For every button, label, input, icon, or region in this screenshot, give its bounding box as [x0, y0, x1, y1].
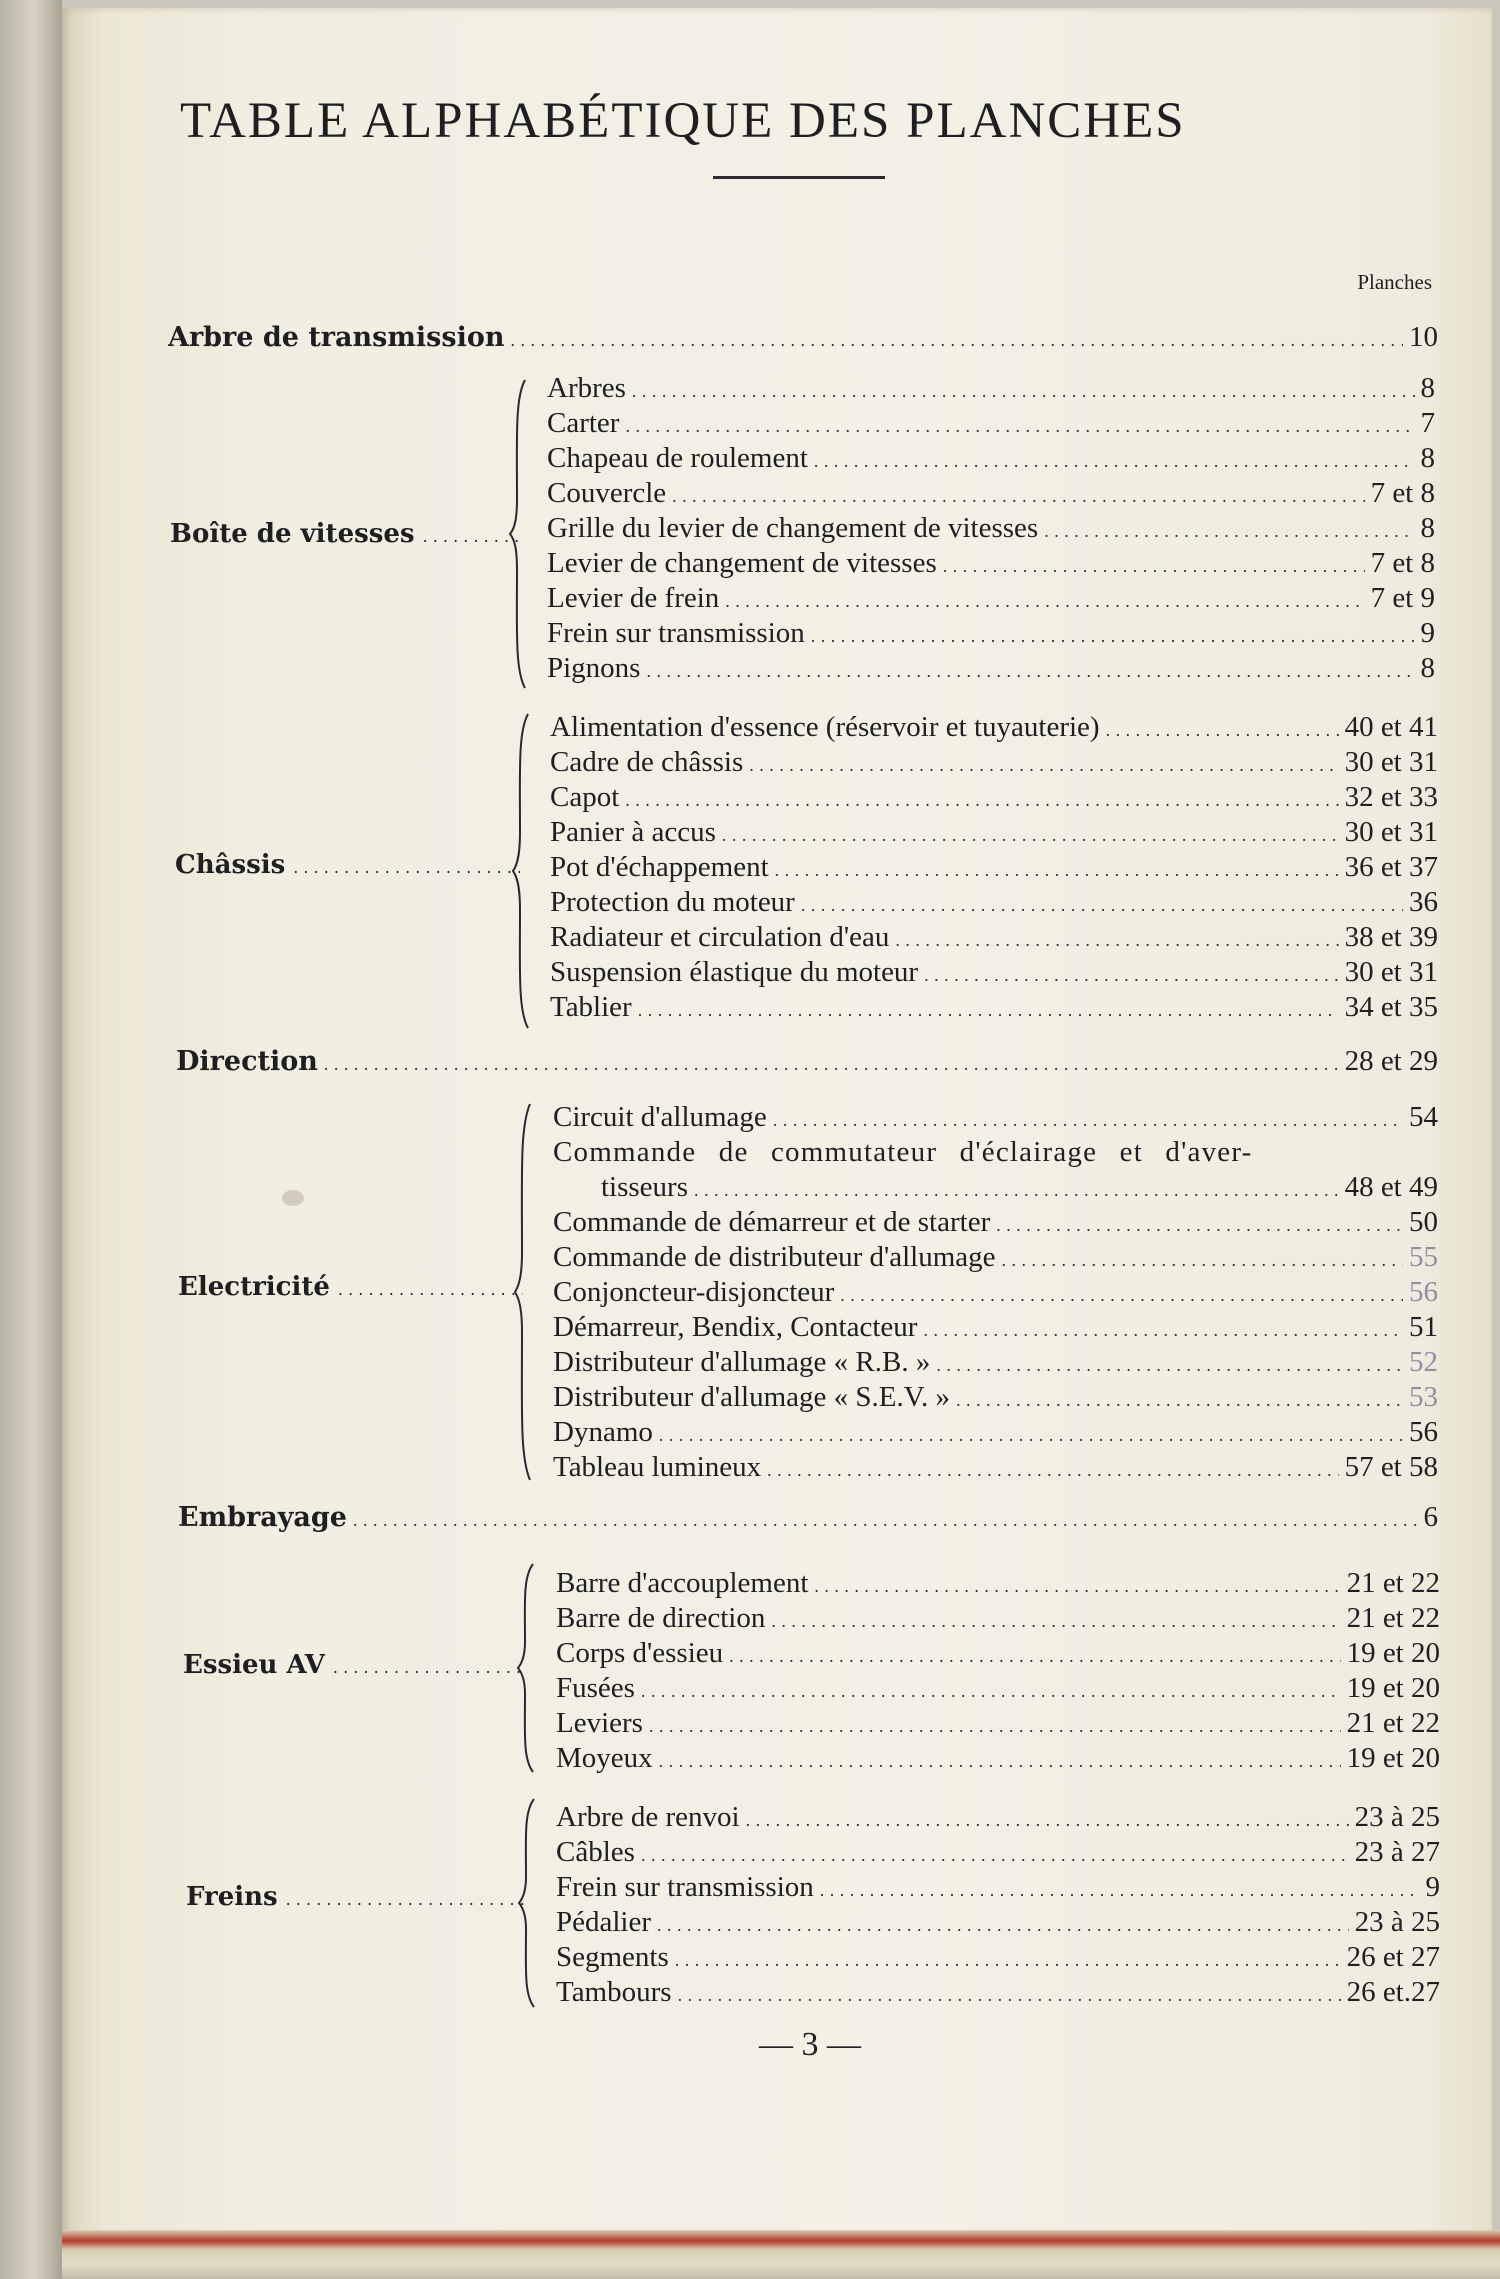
list-item [556, 1566, 1440, 1603]
entry-plate: 10 [1409, 321, 1438, 353]
dot-leader [672, 476, 1364, 513]
dot-leader [924, 955, 1338, 992]
item-plate: 7 et 8 [1370, 477, 1435, 509]
list-item [550, 745, 1438, 782]
list-item [547, 371, 1435, 408]
item-label: Fusées [556, 1672, 635, 1704]
list-item [556, 1940, 1440, 1977]
list-item [556, 1870, 1440, 1907]
item-label: Arbres [547, 372, 626, 404]
dot-leader [659, 1741, 1341, 1778]
dot-leader [895, 920, 1338, 957]
item-label: Leviers [556, 1707, 643, 1739]
page-title: TABLE ALPHABÉTIQUE DES PLANCHES [180, 93, 1186, 149]
dot-leader [510, 320, 1403, 357]
dot-leader [646, 651, 1414, 688]
item-label: Corps d'essieu [556, 1637, 724, 1669]
dot-leader [811, 616, 1415, 653]
dot-leader [324, 1044, 1339, 1081]
list-item [556, 1636, 1440, 1673]
dot-leader [625, 406, 1414, 443]
dot-leader [820, 1870, 1420, 1907]
list-item [553, 1240, 1438, 1277]
item-plate: 21 et 22 [1346, 1567, 1440, 1599]
dot-leader [1106, 710, 1339, 747]
item-plate: 23 à 25 [1354, 1906, 1440, 1938]
brace-freins [516, 1797, 538, 2009]
dot-leader [353, 1500, 1418, 1537]
dot-leader [956, 1380, 1403, 1417]
item-label: Protection du moteur [550, 886, 795, 918]
item-plate: 30 et 31 [1344, 956, 1438, 988]
item-label: Commande de démarreur et de starter [553, 1206, 991, 1238]
item-label: Levier de changement de vitesses [547, 547, 937, 579]
item-label: Carter [547, 407, 620, 439]
dot-leader [1044, 511, 1414, 548]
group-label-text: Boîte de vitesses [170, 519, 415, 549]
item-label: Segments [556, 1941, 669, 1973]
group-label-chassis [175, 848, 520, 885]
item-label: Cadre de châssis [550, 746, 744, 778]
item-plate: 19 et 20 [1346, 1742, 1440, 1774]
entry-plate: 6 [1423, 1501, 1438, 1533]
list-item [553, 1450, 1438, 1487]
dot-leader [649, 1706, 1341, 1743]
list-item [556, 1800, 1440, 1837]
item-plate: 54 [1409, 1101, 1438, 1133]
item-label: Radiateur et circulation d'eau [550, 921, 890, 953]
group-label-text: Electricité [178, 1272, 330, 1302]
dot-leader [632, 371, 1415, 408]
item-plate: 56 [1409, 1416, 1438, 1448]
item-label: Tablier [550, 991, 632, 1023]
group-label-text: Freins [186, 1882, 278, 1912]
list-item [556, 1601, 1440, 1638]
list-item [550, 885, 1438, 922]
group-label-electricite [178, 1270, 523, 1307]
item-label: Dynamo [553, 1416, 653, 1448]
group-label-freins [186, 1880, 531, 1917]
item-label: Tambours [556, 1976, 672, 2008]
list-item [550, 850, 1438, 887]
entry-direction [176, 1044, 1438, 1081]
list-item [550, 955, 1438, 992]
list-item [553, 1415, 1438, 1452]
item-plate: 51 [1409, 1311, 1438, 1343]
item-plate: 57 et 58 [1344, 1451, 1438, 1483]
list-item [547, 651, 1435, 688]
list-item [556, 1671, 1440, 1708]
dot-leader [840, 1275, 1403, 1312]
page-bottom-edge [62, 2230, 1500, 2279]
item-label: Pot d'échappement [550, 851, 769, 883]
item-plate: 23 à 25 [1354, 1801, 1440, 1833]
item-plate: 7 et 8 [1370, 547, 1435, 579]
dot-leader [936, 1345, 1403, 1382]
dot-leader [338, 1270, 523, 1307]
list-item [547, 476, 1435, 513]
brace-chassis [510, 712, 532, 1030]
item-label: Arbre de renvoi [556, 1801, 740, 1833]
item-label: Panier à accus [550, 816, 716, 848]
list-item [547, 546, 1435, 583]
item-plate: 40 et 41 [1344, 711, 1438, 743]
item-plate: 19 et 20 [1346, 1637, 1440, 1669]
item-plate: 7 [1420, 407, 1435, 439]
entry-arbre-de-transmission [168, 320, 1438, 357]
dot-leader [767, 1450, 1338, 1487]
dot-leader [659, 1415, 1403, 1452]
list-item [547, 441, 1435, 478]
dot-leader [641, 1835, 1349, 1872]
dot-leader [725, 581, 1364, 618]
dot-leader [943, 546, 1365, 583]
item-plate: 56 [1409, 1276, 1438, 1308]
list-item [550, 815, 1438, 852]
item-plate: 38 et 39 [1344, 921, 1438, 953]
entry-label: Direction [176, 1046, 318, 1077]
list-item [556, 1835, 1440, 1872]
list-item [550, 990, 1438, 1027]
dot-leader [775, 850, 1339, 887]
list-item [553, 1380, 1438, 1417]
page-number: — 3 — [759, 2026, 861, 2063]
list-item [556, 1706, 1440, 1743]
dot-leader [286, 1880, 531, 1917]
item-plate: 55 [1409, 1241, 1438, 1273]
item-plate: 34 et 35 [1344, 991, 1438, 1023]
item-label: Pédalier [556, 1906, 652, 1938]
dot-leader [638, 990, 1339, 1027]
column-header: Planches [1357, 270, 1432, 294]
list-item [550, 920, 1438, 957]
list-item [553, 1345, 1438, 1382]
dot-leader [333, 1648, 528, 1685]
item-plate: 19 et 20 [1346, 1672, 1440, 1704]
item-plate: 8 [1420, 372, 1435, 404]
item-plate: 9 [1425, 1871, 1440, 1903]
item-label: Câbles [556, 1836, 635, 1868]
list-item [553, 1310, 1438, 1347]
item-plate: 21 et 22 [1346, 1602, 1440, 1634]
item-label: Commande de commutateur d'éclairage et d'aver- [553, 1136, 1253, 1168]
dot-leader [771, 1601, 1340, 1638]
dot-leader [773, 1100, 1403, 1137]
dot-leader [678, 1975, 1341, 2012]
list-item [553, 1275, 1438, 1312]
item-plate: 30 et 31 [1344, 746, 1438, 778]
list-item [601, 1170, 1438, 1207]
brace-boite [507, 378, 529, 690]
item-label: Levier de frein [547, 582, 720, 614]
list-item [547, 581, 1435, 618]
item-plate: 21 et 22 [1346, 1707, 1440, 1739]
item-plate: 53 [1409, 1381, 1438, 1413]
brace-electricite [512, 1102, 534, 1482]
item-label: Frein sur transmission [556, 1871, 814, 1903]
item-label: Commande de distributeur d'allumage [553, 1241, 996, 1273]
entry-label: Arbre de transmission [168, 322, 505, 353]
dot-leader [675, 1940, 1341, 1977]
dot-leader [729, 1636, 1340, 1673]
dot-leader [814, 441, 1415, 478]
paper-stain [282, 1190, 304, 1206]
item-plate: 30 et 31 [1344, 816, 1438, 848]
entry-embrayage [178, 1500, 1438, 1537]
dot-leader [625, 780, 1338, 817]
entry-label: Embrayage [178, 1502, 347, 1533]
group-label-text: Essieu AV [183, 1650, 325, 1680]
dot-leader [657, 1905, 1349, 1942]
dot-leader [814, 1566, 1340, 1603]
list-item [553, 1205, 1438, 1242]
book-spine [0, 0, 62, 2279]
item-plate: 48 et 49 [1344, 1171, 1438, 1203]
brace-essieu [515, 1562, 537, 1774]
item-label: Couvercle [547, 477, 667, 509]
item-label: Moyeux [556, 1742, 653, 1774]
dot-leader [801, 885, 1403, 922]
group-label-essieu [183, 1648, 528, 1685]
item-plate: 36 [1409, 886, 1438, 918]
item-label: Alimentation d'essence (réservoir et tuyauterie) [550, 711, 1100, 743]
list-item [550, 710, 1438, 747]
item-plate: 8 [1420, 512, 1435, 544]
group-label-text: Châssis [175, 850, 286, 880]
dot-leader [423, 517, 520, 554]
list-item [553, 1135, 1438, 1169]
item-label: Tableau lumineux [553, 1451, 762, 1483]
group-label-boite [170, 517, 520, 554]
item-plate: 52 [1409, 1346, 1438, 1378]
item-label: Circuit d'allumage [553, 1101, 767, 1133]
dot-leader [749, 745, 1338, 782]
item-label: Barre de direction [556, 1602, 766, 1634]
item-plate: 50 [1409, 1206, 1438, 1238]
item-plate: 23 à 27 [1354, 1836, 1440, 1868]
dot-leader [923, 1310, 1403, 1347]
item-plate: 7 et 9 [1370, 582, 1435, 614]
item-label: Capot [550, 781, 620, 813]
dot-leader [293, 848, 520, 885]
item-plate: 9 [1420, 617, 1435, 649]
item-label: Barre d'accouplement [556, 1567, 809, 1599]
list-item [556, 1975, 1440, 2012]
item-label: Démarreur, Bendix, Contacteur [553, 1311, 918, 1343]
item-plate: 26 et 27 [1346, 1941, 1440, 1973]
item-label: Pignons [547, 652, 641, 684]
list-item [547, 511, 1435, 548]
list-item [547, 406, 1435, 443]
item-label: Distributeur d'allumage « R.B. » [553, 1346, 931, 1378]
dot-leader [722, 815, 1339, 852]
dot-leader [694, 1170, 1339, 1207]
item-label: Distributeur d'allumage « S.E.V. » [553, 1381, 950, 1413]
dot-leader [996, 1205, 1403, 1242]
dot-leader [746, 1800, 1349, 1837]
item-label: Grille du levier de changement de vitesses [547, 512, 1039, 544]
dot-leader [1002, 1240, 1403, 1277]
item-plate: 8 [1420, 652, 1435, 684]
list-item [556, 1741, 1440, 1778]
item-plate: 8 [1420, 442, 1435, 474]
dot-leader [641, 1671, 1341, 1708]
item-label: tisseurs [601, 1171, 688, 1203]
item-label: Conjoncteur-disjoncteur [553, 1276, 835, 1308]
item-plate: 26 et.27 [1346, 1976, 1440, 2008]
list-item [547, 616, 1435, 653]
item-label: Suspension élastique du moteur [550, 956, 919, 988]
list-item [550, 780, 1438, 817]
item-plate: 32 et 33 [1344, 781, 1438, 813]
item-plate: 36 et 37 [1344, 851, 1438, 883]
item-label: Chapeau de roulement [547, 442, 808, 474]
item-label: Frein sur transmission [547, 617, 805, 649]
list-item [556, 1905, 1440, 1942]
entry-plate: 28 et 29 [1344, 1045, 1438, 1077]
list-item [553, 1100, 1438, 1137]
title-rule [713, 176, 885, 179]
